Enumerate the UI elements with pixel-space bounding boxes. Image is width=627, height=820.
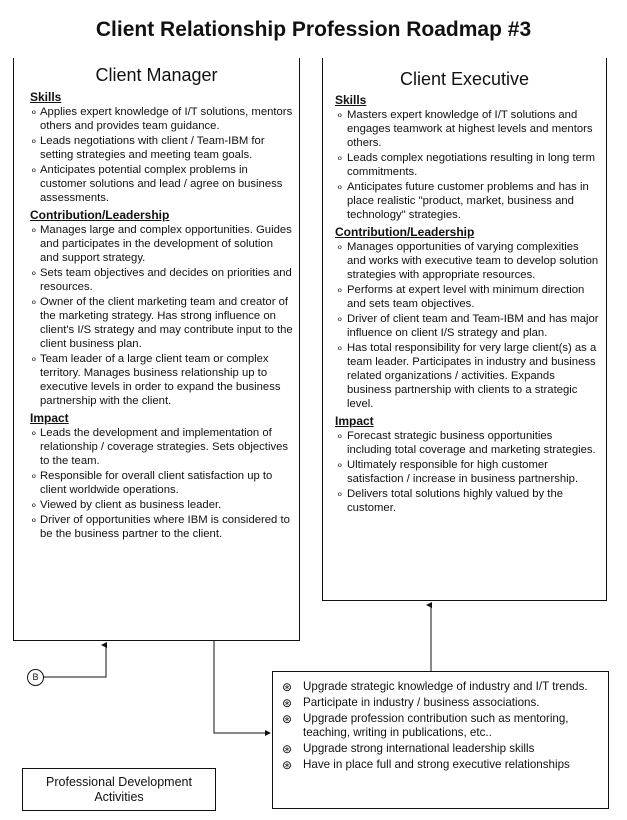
list-item: ∘ Team leader of a large client team or complex territory. Manages business relationship up to executive levels in order to expand the business partnership with the client.	[14, 352, 299, 408]
list-item: ∘ Viewed by client as business leader.	[14, 498, 299, 512]
manager-impact-heading: Impact	[30, 411, 69, 425]
activities-box	[272, 671, 609, 809]
executive-impact-list	[323, 429, 606, 515]
connector-badge: B	[27, 669, 44, 686]
list-item: ∘ Leads complex negotiations resulting in long term commitments.	[323, 151, 606, 179]
list-item: ∘ Ultimately responsible for high customer satisfaction / increase in business partnership.	[323, 458, 606, 486]
activities-list	[273, 680, 608, 772]
manager-contribution-list	[14, 223, 299, 408]
client-manager-box	[13, 58, 300, 641]
list-item: ⊛ Upgrade strategic knowledge of industry and I/T trends.	[273, 680, 608, 694]
list-item: ∘ Delivers total solutions highly valued by the customer.	[323, 487, 606, 515]
list-item: ∘ Anticipates future customer problems and has in place realistic "product, market, business and technology" strategies.	[323, 180, 606, 222]
executive-skills-heading: Skills	[335, 93, 367, 107]
list-item: ∘ Leads negotiations with client / Team-IBM for setting strategies and meeting team goals.	[14, 134, 299, 162]
list-item: ∘ Leads the development and implementation of relationship / coverage strategies. Sets objectives to the team.	[14, 426, 299, 468]
list-item: ⊛ Have in place full and strong executive relationships	[273, 758, 608, 772]
manager-skills-heading: Skills	[30, 90, 62, 104]
professional-development-box	[22, 768, 216, 811]
list-item: ∘ Sets team objectives and decides on priorities and resources.	[14, 266, 299, 294]
client-executive-title: Client Executive	[399, 69, 530, 89]
page-title: Client Relationship Profession Roadmap #3	[95, 18, 532, 41]
list-item: ⊛ Participate in industry / business associations.	[273, 696, 608, 710]
executive-skills-list	[323, 108, 606, 222]
list-item: ∘ Has total responsibility for very large client(s) as a team leader. Participates in industry and business related organizations / activities. Expands business partnership with clients to a strategic level.	[323, 341, 606, 411]
badge-to-manager-arrow	[43, 645, 106, 677]
executive-contribution-heading: Contribution/Leadership	[335, 225, 475, 239]
list-item: ∘ Responsible for overall client satisfaction up to client worldwide operations.	[14, 469, 299, 497]
list-item: ∘ Manages opportunities of varying complexities and works with executive team to develop solution strategies with appropriate resources.	[323, 240, 606, 282]
list-item: ∘ Masters expert knowledge of I/T solutions and engages teamwork at highest levels and mentors others.	[323, 108, 606, 150]
list-item: ∘ Driver of client team and Team-IBM and has major influence on client I/S strategy and plan.	[323, 312, 606, 340]
manager-impact-list	[14, 426, 299, 541]
manager-skills-list	[14, 105, 299, 205]
executive-contribution-list	[323, 240, 606, 411]
list-item: ∘ Driver of opportunities where IBM is considered to be the business partner to the client.	[14, 513, 299, 541]
list-item: ∘ Manages large and complex opportunities. Guides and participates in the development of solution and support strategy.	[14, 223, 299, 265]
manager-contribution-heading: Contribution/Leadership	[30, 208, 170, 222]
executive-impact-heading: Impact	[335, 414, 374, 428]
client-executive-box	[322, 58, 607, 601]
list-item: ∘ Anticipates potential complex problems in customer solutions and lead / agree on business assessments.	[14, 163, 299, 205]
list-item: ∘ Owner of the client marketing team and creator of the marketing strategy. Has strong influence on client's I/S strategy and may contribute input to the client business plan.	[14, 295, 299, 351]
manager-to-activities-arrow	[214, 641, 270, 733]
list-item: ⊛ Upgrade strong international leadership skills	[273, 742, 608, 756]
list-item: ∘ Applies expert knowledge of I/T solutions, mentors others and provides team guidance.	[14, 105, 299, 133]
client-manager-title: Client Manager	[95, 65, 218, 85]
professional-development-label: Professional Development Activities	[46, 775, 192, 804]
list-item: ∘ Performs at expert level with minimum direction and sets team objectives.	[323, 283, 606, 311]
list-item: ⊛ Upgrade profession contribution such as mentoring, teaching, writing in publications, etc..	[273, 712, 608, 740]
list-item: ∘ Forecast strategic business opportunities including total coverage and marketing strategies.	[323, 429, 606, 457]
